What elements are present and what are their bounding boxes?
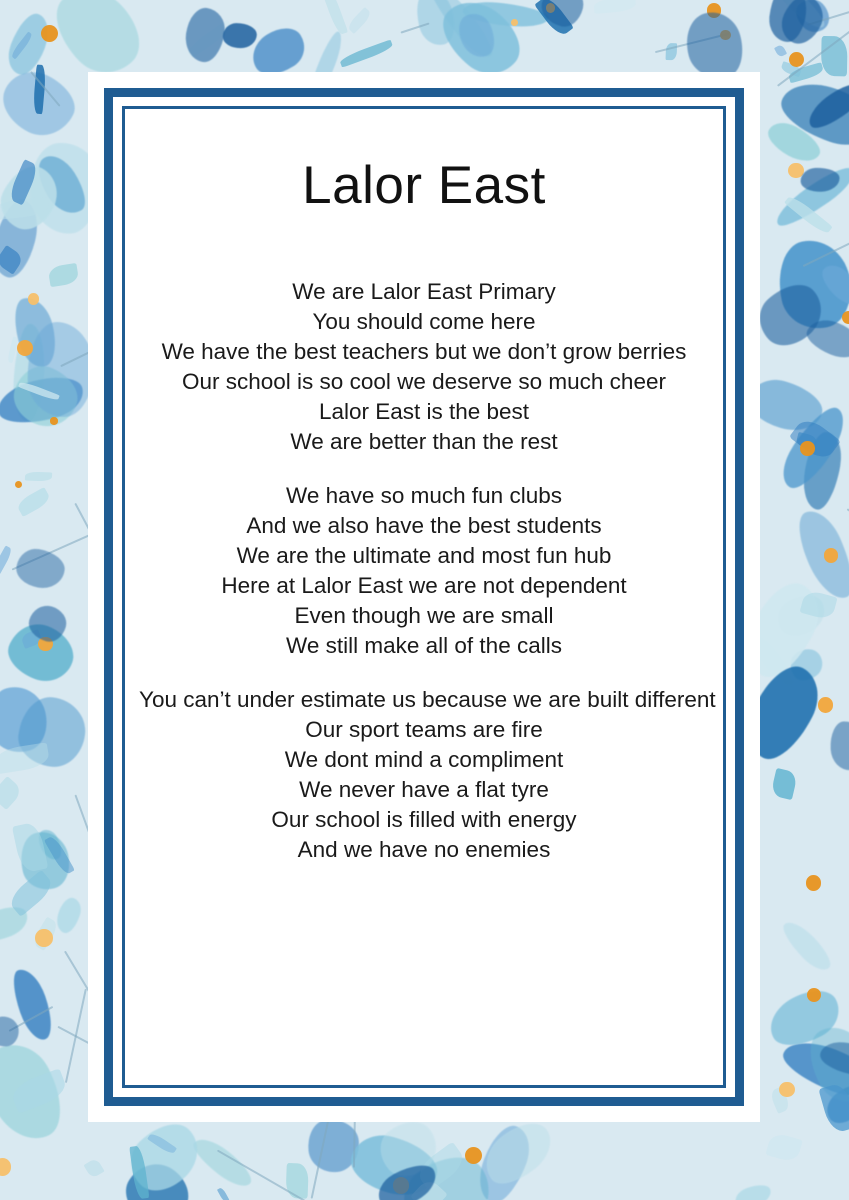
poem-line: And we have no enemies — [297, 837, 551, 863]
poem-line: And we also have the best students — [246, 513, 602, 539]
poem-line: Lalor East is the best — [318, 399, 530, 425]
poem-line: We have so much fun clubs — [286, 483, 562, 509]
poster-border-inner — [122, 106, 726, 1088]
poem-stanza — [139, 481, 709, 661]
poem-line: We never have a flat tyre — [299, 777, 549, 803]
poem-body — [139, 277, 716, 865]
poster-border-outer — [104, 88, 744, 1106]
poem-line: Our school is so cool we deserve so much cheer — [182, 369, 666, 395]
poem-line: We are better than the rest — [290, 429, 558, 455]
poster-card — [88, 72, 760, 1122]
poem-line: You should come here — [312, 309, 536, 335]
poem-line: We are the ultimate and most fun hub — [236, 543, 612, 569]
poem-stanza — [139, 685, 716, 865]
poem-line: Our school is filled with energy — [271, 807, 577, 833]
poem-line: We still make all of the calls — [286, 633, 562, 659]
poem-line: Even though we are small — [294, 603, 554, 629]
poem-line: We are Lalor East Primary — [292, 279, 556, 305]
poem-stanza — [139, 277, 709, 457]
poem-line: Here at Lalor East we are not dependent — [221, 573, 627, 599]
page-title: Lalor East — [302, 156, 546, 215]
poem-line: We have the best teachers but we don’t grow berries — [161, 339, 687, 365]
poem-line: Our sport teams are fire — [305, 717, 543, 743]
poem-line: You can’t under estimate us because we are built different — [139, 687, 716, 713]
poem-line: We dont mind a compliment — [284, 747, 564, 773]
